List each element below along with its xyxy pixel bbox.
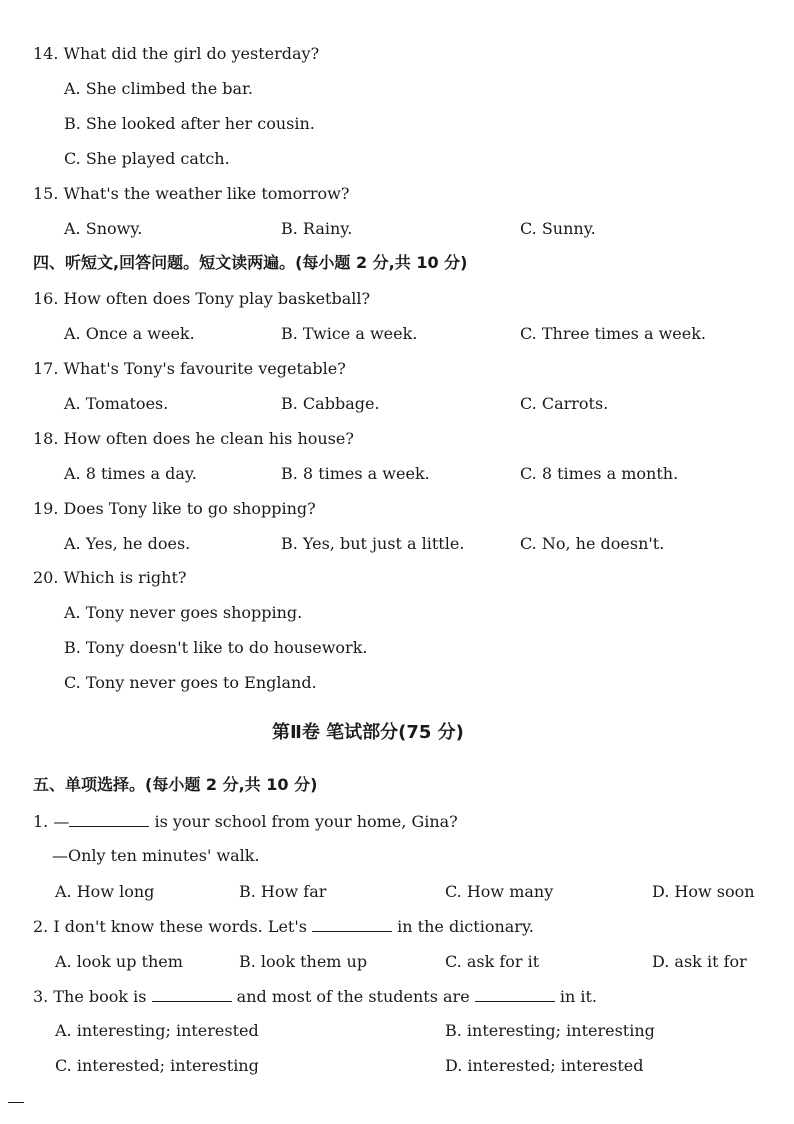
choice-question-1-stem-suffix: is your school from your home, Gina?	[149, 812, 458, 831]
choice-question-3-stem-prefix: 3. The book is	[33, 987, 152, 1006]
question-15-option-b: B. Rainy.	[281, 219, 353, 238]
question-20-option-c: C. Tony never goes to England.	[64, 673, 317, 692]
question-19-option-c: C. No, he doesn't.	[520, 534, 665, 553]
question-20-option-a: A. Tony never goes shopping.	[64, 603, 303, 622]
question-16-option-b: B. Twice a week.	[281, 324, 418, 343]
choice-question-1-option-c: C. How many	[445, 882, 554, 901]
choice-question-3-stem-middle: and most of the students are	[231, 987, 475, 1006]
question-20-option-b: B. Tony doesn't like to do housework.	[64, 638, 368, 657]
choice-question-3-option-b: B. interesting; interesting	[445, 1021, 655, 1040]
question-15-option-a: A. Snowy.	[64, 219, 143, 238]
question-17-option-c: C. Carrots.	[520, 394, 609, 413]
question-18-option-c: C. 8 times a month.	[520, 464, 679, 483]
question-19-option-b: B. Yes, but just a little.	[281, 534, 465, 553]
question-14-option-b: B. She looked after her cousin.	[64, 114, 315, 133]
choice-question-1-option-d: D. How soon	[652, 882, 755, 901]
question-17-option-b: B. Cabbage.	[281, 394, 380, 413]
choice-question-2-stem	[33, 917, 534, 937]
answer-blank	[152, 987, 232, 1002]
question-15-stem: 15. What's the weather like tomorrow?	[33, 184, 350, 203]
choice-question-3-stem	[33, 987, 597, 1007]
choice-question-2-option-c: C. ask for it	[445, 952, 540, 971]
question-18-stem: 18. How often does he clean his house?	[33, 429, 354, 448]
choice-question-2-stem-suffix: in the dictionary.	[392, 917, 534, 936]
question-14-stem: 14. What did the girl do yesterday?	[33, 44, 320, 63]
section-4-heading: 四、听短文,回答问题。短文读两遍。(每小题 2 分,共 10 分)	[33, 253, 468, 272]
choice-question-1-stem-prefix: 1. —	[33, 812, 70, 831]
question-16-option-c: C. Three times a week.	[520, 324, 707, 343]
choice-question-2-stem-prefix: 2. I don't know these words. Let's	[33, 917, 313, 936]
choice-question-3-option-c: C. interested; interesting	[55, 1056, 259, 1075]
choice-question-1-reply: —Only ten minutes' walk.	[52, 846, 260, 865]
question-19-option-a: A. Yes, he does.	[64, 534, 191, 553]
question-16-option-a: A. Once a week.	[64, 324, 195, 343]
choice-question-1-stem	[33, 812, 458, 832]
answer-blank	[312, 917, 392, 932]
section-5-heading: 五、单项选择。(每小题 2 分,共 10 分)	[33, 775, 318, 794]
question-18-option-b: B. 8 times a week.	[281, 464, 430, 483]
question-17-option-a: A. Tomatoes.	[64, 394, 169, 413]
choice-question-1-option-b: B. How far	[239, 882, 327, 901]
choice-question-3-option-d: D. interested; interested	[445, 1056, 644, 1075]
choice-question-1-option-a: A. How long	[55, 882, 155, 901]
choice-question-2-option-d: D. ask it for	[652, 952, 747, 971]
question-19-stem: 19. Does Tony like to go shopping?	[33, 499, 316, 518]
choice-question-3-option-a: A. interesting; interested	[55, 1021, 259, 1040]
answer-blank	[69, 812, 149, 827]
choice-question-2-option-a: A. look up them	[55, 952, 183, 971]
choice-question-2-option-b: B. look them up	[239, 952, 368, 971]
question-14-option-c: C. She played catch.	[64, 149, 230, 168]
page-footer-dash	[8, 1102, 24, 1103]
part-2-title: 第Ⅱ卷 笔试部分(75 分)	[272, 722, 464, 743]
question-14-option-a: A. She climbed the bar.	[64, 79, 253, 98]
answer-blank	[475, 987, 555, 1002]
question-16-stem: 16. How often does Tony play basketball?	[33, 289, 371, 308]
choice-question-3-stem-suffix: in it.	[554, 987, 597, 1006]
question-17-stem: 17. What's Tony's favourite vegetable?	[33, 359, 346, 378]
question-15-option-c: C. Sunny.	[520, 219, 596, 238]
question-20-stem: 20. Which is right?	[33, 568, 187, 587]
question-18-option-a: A. 8 times a day.	[64, 464, 197, 483]
